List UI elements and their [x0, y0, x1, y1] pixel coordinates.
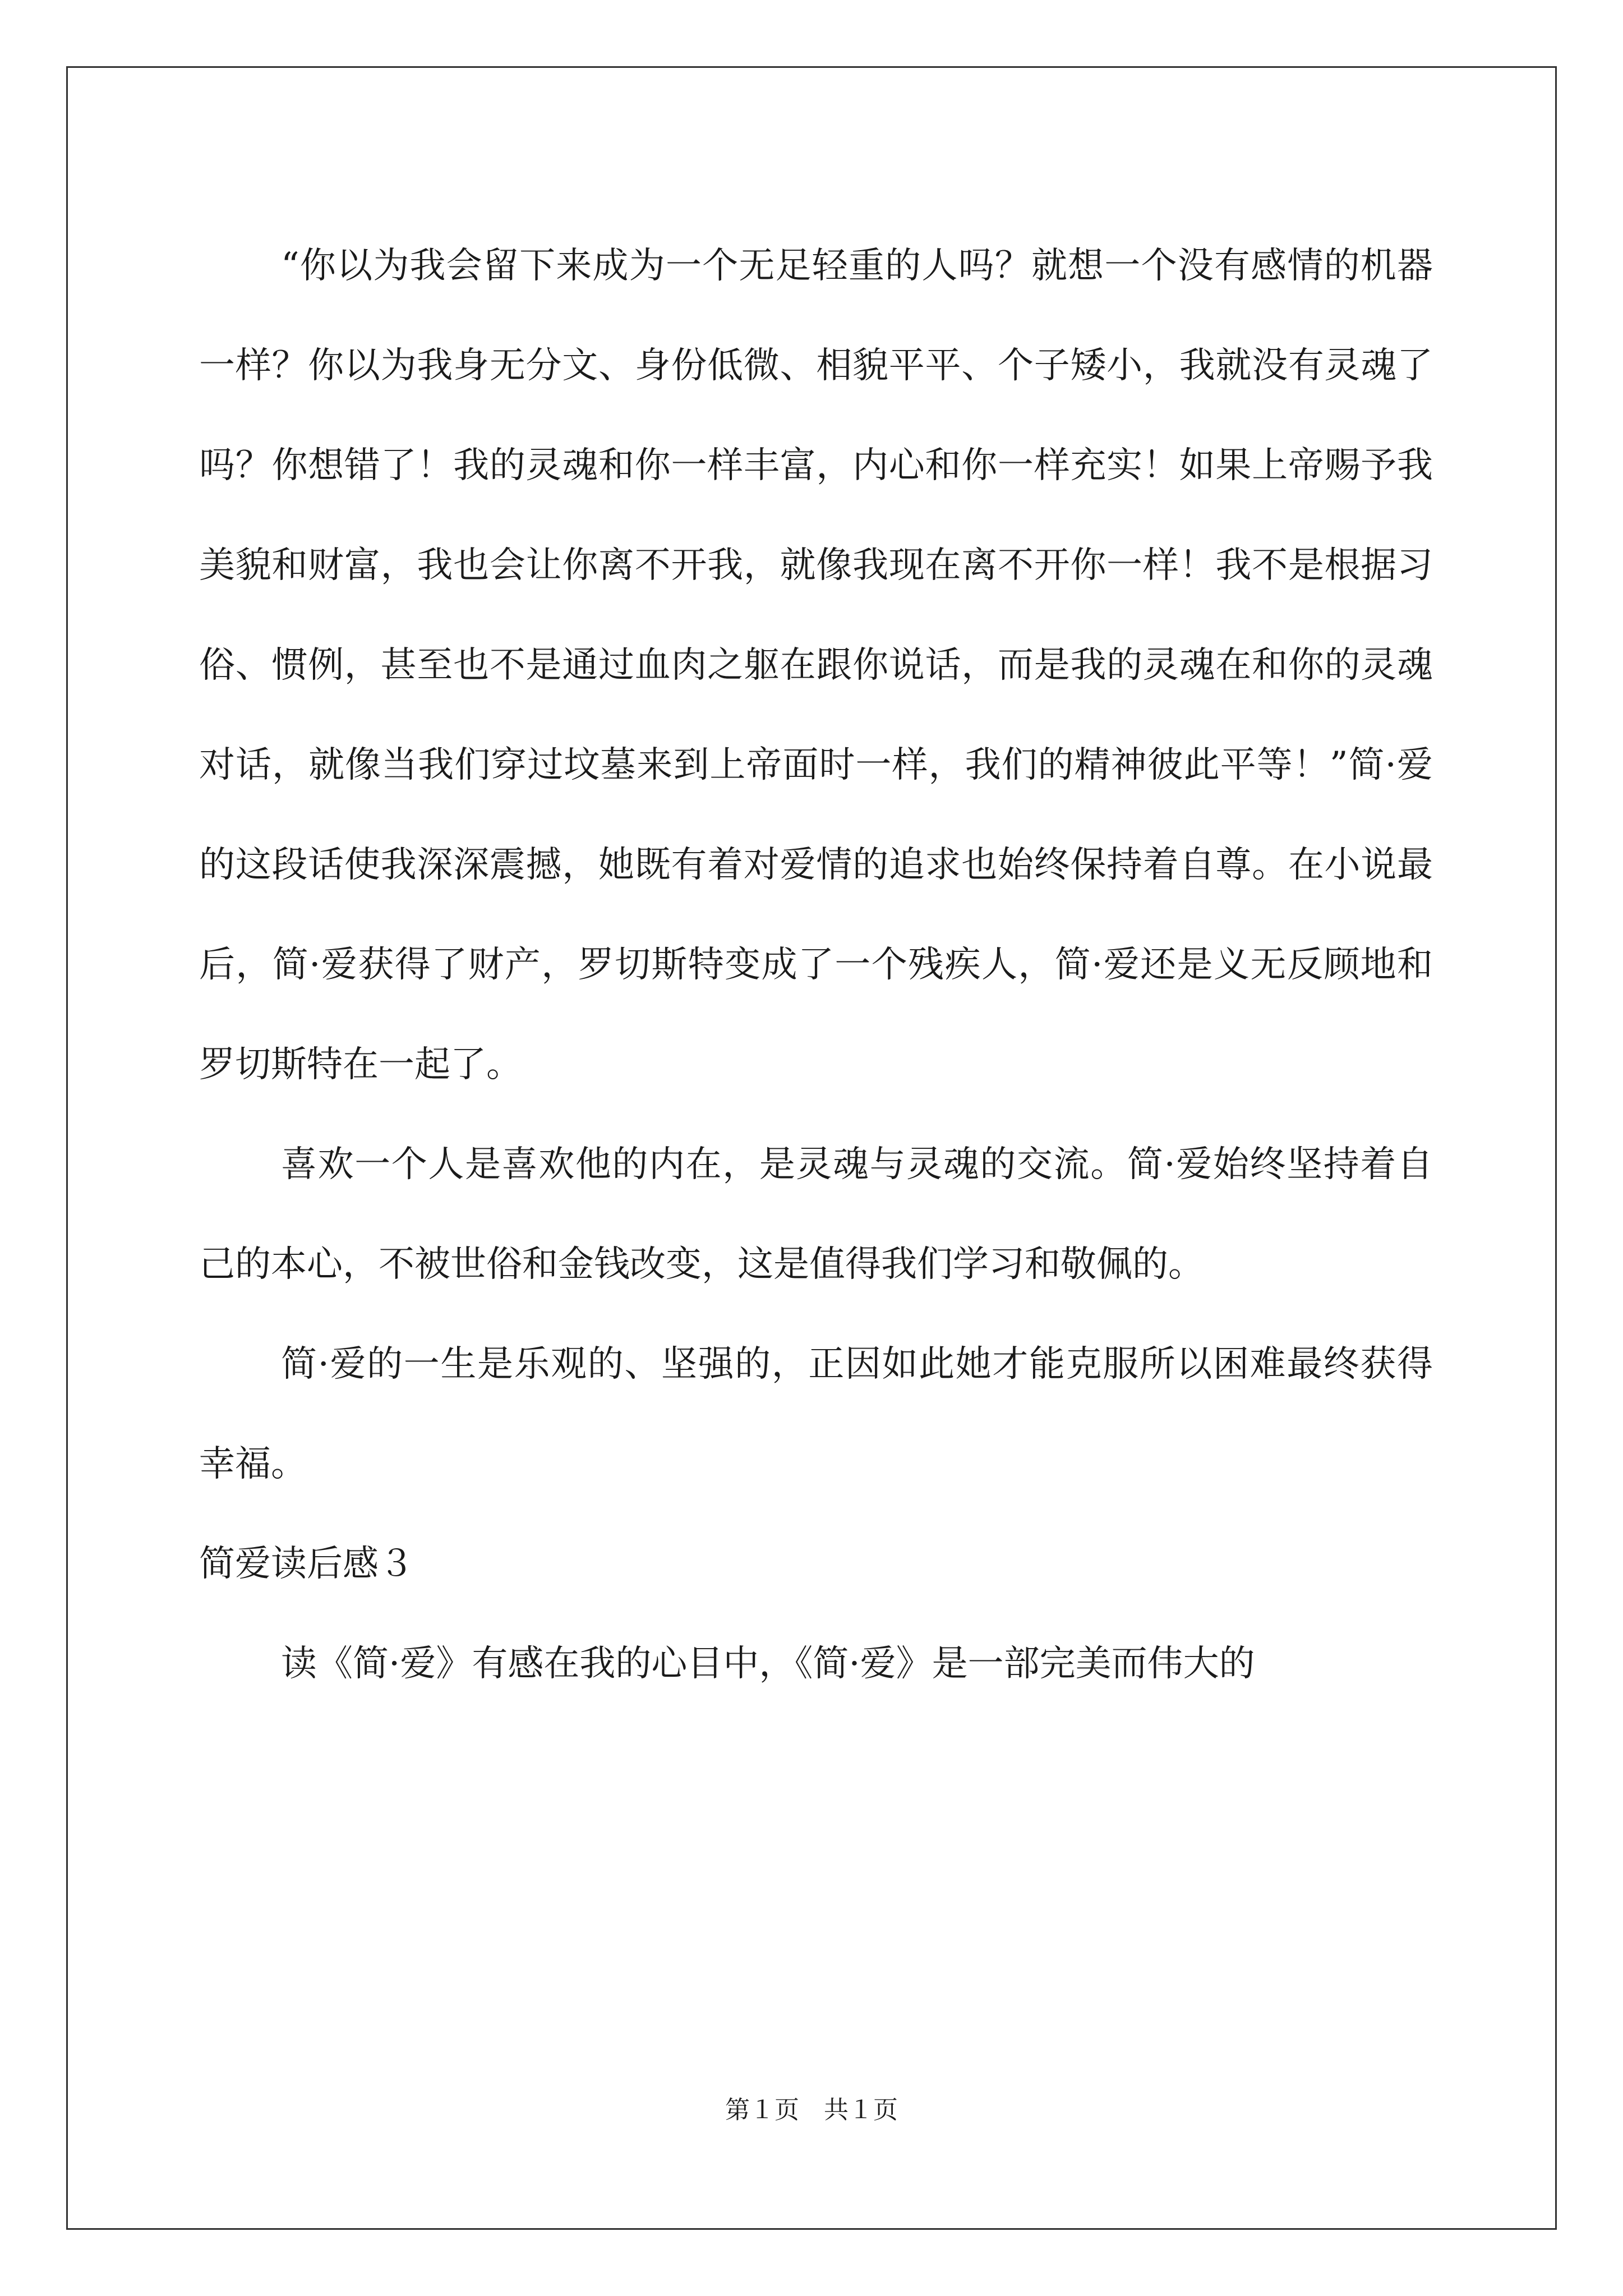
paragraph-quote: “你以为我会留下来成为一个无足轻重的人吗？就想一个没有感情的机器一样？你以为我身无分文、身份低微、相貌平平、个子矮小，我就没有灵魂了吗？你想错了！我的灵魂和你一样丰富，内心和你一样充实！如果上帝赐予我美貌和财富，我也会让你离不开我，就像我现在离不开你一样！我不是根据习俗、惯例，甚至也不是通过血肉之躯在跟你说话，而是我的灵魂在和你的灵魂对话，就像当我们穿过坟墓来到上帝面时一样，我们的精神彼此平等！”简·爱的这段话使我深深震撼，她既有着对爱情的追求也始终保持着自尊。在小说最后，简·爱获得了财产，罗切斯特变成了一个残疾人，简·爱还是义无反顾地和罗切斯特在一起了。: [199, 245, 1433, 1085]
page-footer: 第１页 共１页: [725, 2096, 898, 2124]
section-heading: 简爱读后感３: [199, 1543, 414, 1585]
paragraph-inner-beauty: 喜欢一个人是喜欢他的内在，是灵魂与灵魂的交流。简·爱始终坚持着自己的本心，不被世俗和金钱改变，这是值得我们学习和敬佩的。: [199, 1144, 1433, 1285]
document-body: [199, 216, 1433, 1714]
paragraph-optimism: 简·爱的一生是乐观的、坚强的，正因如此她才能克服所以困难最终获得幸福。: [199, 1343, 1433, 1485]
paragraph-final: 读《简·爱》有感在我的心目中，《简·爱》是一部完美而伟大的: [281, 1643, 1255, 1685]
